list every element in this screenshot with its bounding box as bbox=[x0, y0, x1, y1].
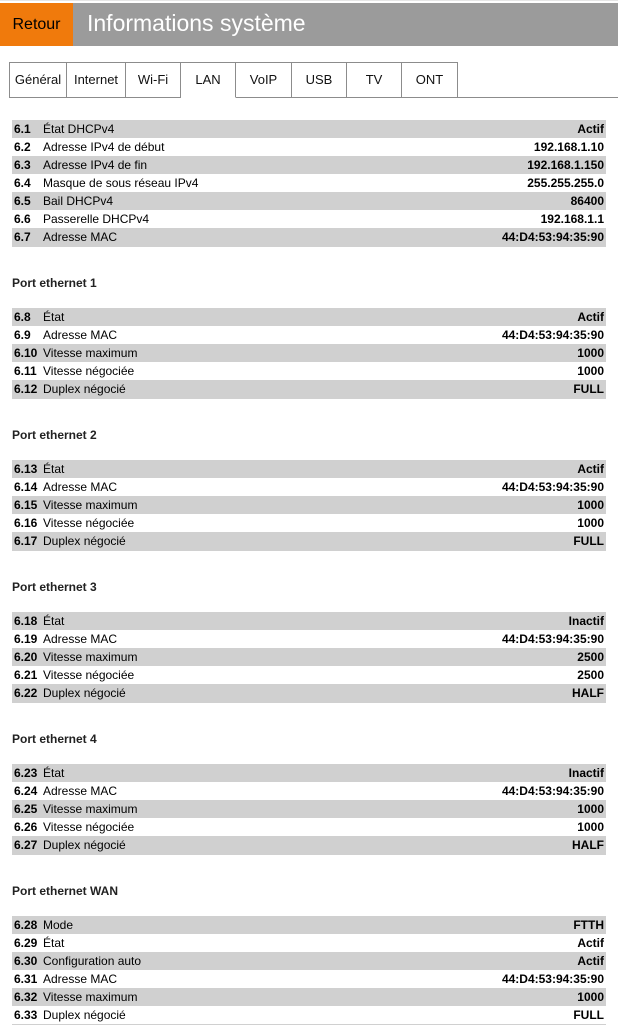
row-label: Adresse IPv4 de début bbox=[43, 140, 165, 154]
table-row bbox=[12, 478, 606, 496]
row-label: Adresse IPv4 de fin bbox=[43, 158, 148, 172]
table-row bbox=[12, 612, 606, 630]
row-value: FULL bbox=[573, 1008, 604, 1022]
row-number: 6.7 bbox=[14, 230, 31, 244]
row-number: 6.9 bbox=[14, 328, 31, 342]
row-value: Inactif bbox=[568, 766, 604, 780]
row-value: 2500 bbox=[577, 650, 604, 664]
tab-lan[interactable]: LAN bbox=[181, 62, 236, 98]
table-row bbox=[12, 764, 606, 782]
table-row bbox=[12, 952, 606, 970]
row-value: FULL bbox=[573, 382, 604, 396]
row-value: 44:D4:53:94:35:90 bbox=[501, 972, 604, 986]
table-row bbox=[12, 818, 606, 836]
info-table bbox=[12, 460, 606, 551]
section-title: Port ethernet 1 bbox=[12, 276, 97, 290]
tab-ont[interactable]: ONT bbox=[402, 62, 458, 98]
table-row bbox=[12, 192, 606, 210]
row-number: 6.31 bbox=[14, 972, 38, 986]
table-row bbox=[12, 630, 606, 648]
table-row bbox=[12, 970, 606, 988]
row-label: Duplex négocié bbox=[43, 686, 126, 700]
section-gap bbox=[12, 247, 606, 257]
row-number: 6.28 bbox=[14, 918, 38, 932]
section-gap bbox=[12, 703, 606, 713]
row-label: Configuration auto bbox=[43, 954, 142, 968]
row-value: 44:D4:53:94:35:90 bbox=[501, 480, 604, 494]
row-label: Vitesse négociée bbox=[43, 364, 135, 378]
table-row bbox=[12, 344, 606, 362]
row-number: 6.26 bbox=[14, 820, 38, 834]
row-number: 6.14 bbox=[14, 480, 38, 494]
row-number: 6.15 bbox=[14, 498, 38, 512]
row-number: 6.30 bbox=[14, 954, 38, 968]
row-value: 1000 bbox=[577, 364, 604, 378]
page-title: Informations système bbox=[87, 10, 306, 36]
row-label: Adresse MAC bbox=[43, 480, 118, 494]
row-value: 1000 bbox=[577, 346, 604, 360]
row-value: Actif bbox=[577, 936, 604, 950]
table-row bbox=[12, 228, 606, 246]
row-value: 1000 bbox=[577, 516, 604, 530]
tab-general[interactable]: Général bbox=[9, 62, 67, 98]
section-title: Port ethernet 3 bbox=[12, 580, 97, 594]
tab-bar bbox=[9, 62, 458, 98]
table-row bbox=[12, 836, 606, 854]
row-label: Vitesse négociée bbox=[43, 820, 135, 834]
row-number: 6.33 bbox=[14, 1008, 38, 1022]
row-label: Passerelle DHCPv4 bbox=[43, 212, 150, 226]
row-label: Masque de sous réseau IPv4 bbox=[43, 176, 199, 190]
row-label: Duplex négocié bbox=[43, 838, 126, 852]
row-number: 6.17 bbox=[14, 534, 38, 548]
row-value: FTTH bbox=[573, 918, 604, 932]
row-value: 44:D4:53:94:35:90 bbox=[501, 328, 604, 342]
row-value: 1000 bbox=[577, 498, 604, 512]
row-number: 6.27 bbox=[14, 838, 38, 852]
row-value: 44:D4:53:94:35:90 bbox=[501, 230, 604, 244]
section-gap bbox=[12, 399, 606, 409]
info-table bbox=[12, 916, 606, 1025]
row-value: 1000 bbox=[577, 802, 604, 816]
section-gap bbox=[12, 551, 606, 561]
section-title: Port ethernet 2 bbox=[12, 428, 97, 442]
row-number: 6.22 bbox=[14, 686, 38, 700]
row-number: 6.16 bbox=[14, 516, 38, 530]
table-row bbox=[12, 532, 606, 550]
row-number: 6.32 bbox=[14, 990, 38, 1004]
tab-voip[interactable]: VoIP bbox=[236, 62, 292, 98]
table-row bbox=[12, 684, 606, 702]
info-table bbox=[12, 764, 606, 855]
row-label: État bbox=[43, 310, 65, 324]
row-label: Vitesse négociée bbox=[43, 668, 135, 682]
table-row bbox=[12, 800, 606, 818]
row-label: Adresse MAC bbox=[43, 328, 118, 342]
row-number: 6.29 bbox=[14, 936, 38, 950]
row-number: 6.12 bbox=[14, 382, 38, 396]
tab-bar-baseline bbox=[458, 97, 618, 98]
table-row bbox=[12, 210, 606, 228]
row-number: 6.24 bbox=[14, 784, 38, 798]
row-label: État bbox=[43, 614, 65, 628]
table-row bbox=[12, 988, 606, 1006]
row-number: 6.1 bbox=[14, 122, 31, 136]
row-number: 6.18 bbox=[14, 614, 38, 628]
row-number: 6.10 bbox=[14, 346, 38, 360]
row-value: 1000 bbox=[577, 990, 604, 1004]
table-row bbox=[12, 308, 606, 326]
table-row bbox=[12, 1006, 606, 1024]
info-content bbox=[12, 120, 606, 1025]
row-label: Bail DHCPv4 bbox=[43, 194, 114, 208]
row-number: 6.8 bbox=[14, 310, 31, 324]
row-value: 86400 bbox=[570, 194, 604, 208]
table-row bbox=[12, 648, 606, 666]
table-row bbox=[12, 380, 606, 398]
row-label: Vitesse maximum bbox=[43, 346, 138, 360]
header-bar bbox=[0, 3, 618, 46]
row-number: 6.23 bbox=[14, 766, 38, 780]
row-value: Inactif bbox=[568, 614, 604, 628]
row-label: Adresse MAC bbox=[43, 784, 118, 798]
row-value: 44:D4:53:94:35:90 bbox=[501, 632, 604, 646]
row-number: 6.5 bbox=[14, 194, 31, 208]
section-gap bbox=[12, 855, 606, 865]
row-value: 44:D4:53:94:35:90 bbox=[501, 784, 604, 798]
row-number: 6.11 bbox=[14, 364, 37, 378]
row-value: Actif bbox=[577, 462, 604, 476]
row-value: 255.255.255.0 bbox=[527, 176, 604, 190]
row-label: État DHCPv4 bbox=[43, 122, 115, 136]
table-row bbox=[12, 156, 606, 174]
info-table bbox=[12, 308, 606, 399]
row-label: Adresse MAC bbox=[43, 632, 118, 646]
row-value: HALF bbox=[572, 838, 604, 852]
row-number: 6.19 bbox=[14, 632, 38, 646]
table-row bbox=[12, 138, 606, 156]
table-row bbox=[12, 496, 606, 514]
row-value: 192.168.1.1 bbox=[540, 212, 604, 226]
row-number: 6.3 bbox=[14, 158, 31, 172]
table-row bbox=[12, 514, 606, 532]
row-label: Mode bbox=[43, 918, 74, 932]
row-number: 6.21 bbox=[14, 668, 38, 682]
row-label: Vitesse maximum bbox=[43, 650, 138, 664]
row-value: Actif bbox=[577, 954, 604, 968]
row-value: Actif bbox=[577, 310, 604, 324]
row-label: Duplex négocié bbox=[43, 1008, 126, 1022]
row-label: Vitesse maximum bbox=[43, 802, 138, 816]
table-row bbox=[12, 362, 606, 380]
row-label: Vitesse maximum bbox=[43, 498, 138, 512]
table-row bbox=[12, 782, 606, 800]
row-label: Adresse MAC bbox=[43, 230, 118, 244]
row-number: 6.20 bbox=[14, 650, 38, 664]
row-value: 1000 bbox=[577, 820, 604, 834]
row-label: Duplex négocié bbox=[43, 534, 126, 548]
section-title: Port ethernet 4 bbox=[12, 732, 97, 746]
table-row bbox=[12, 326, 606, 344]
row-value: 192.168.1.10 bbox=[533, 140, 604, 154]
row-number: 6.6 bbox=[14, 212, 31, 226]
row-label: Adresse MAC bbox=[43, 972, 118, 986]
row-number: 6.2 bbox=[14, 140, 31, 154]
tab-internet[interactable]: Internet bbox=[67, 62, 126, 98]
row-value: Actif bbox=[577, 122, 604, 136]
table-row bbox=[12, 934, 606, 952]
info-table bbox=[12, 612, 606, 703]
row-label: Vitesse négociée bbox=[43, 516, 135, 530]
row-number: 6.4 bbox=[14, 176, 31, 190]
row-number: 6.13 bbox=[14, 462, 38, 476]
row-label: Vitesse maximum bbox=[43, 990, 138, 1004]
table-row bbox=[12, 916, 606, 934]
table-row bbox=[12, 666, 606, 684]
row-value: HALF bbox=[572, 686, 604, 700]
table-row bbox=[12, 174, 606, 192]
row-number: 6.25 bbox=[14, 802, 38, 816]
row-label: État bbox=[43, 766, 65, 780]
tab-usb[interactable]: USB bbox=[292, 62, 347, 98]
section-title: Port ethernet WAN bbox=[12, 884, 119, 898]
info-table bbox=[12, 120, 606, 247]
table-row bbox=[12, 460, 606, 478]
tab-tv[interactable]: TV bbox=[347, 62, 402, 98]
table-row bbox=[12, 120, 606, 138]
row-value: FULL bbox=[573, 534, 604, 548]
row-label: État bbox=[43, 462, 65, 476]
tab-wifi[interactable]: Wi-Fi bbox=[126, 62, 181, 98]
row-label: Duplex négocié bbox=[43, 382, 126, 396]
row-label: État bbox=[43, 936, 65, 950]
row-value: 192.168.1.150 bbox=[527, 158, 604, 172]
back-button[interactable]: Retour bbox=[0, 3, 73, 46]
row-value: 2500 bbox=[577, 668, 604, 682]
